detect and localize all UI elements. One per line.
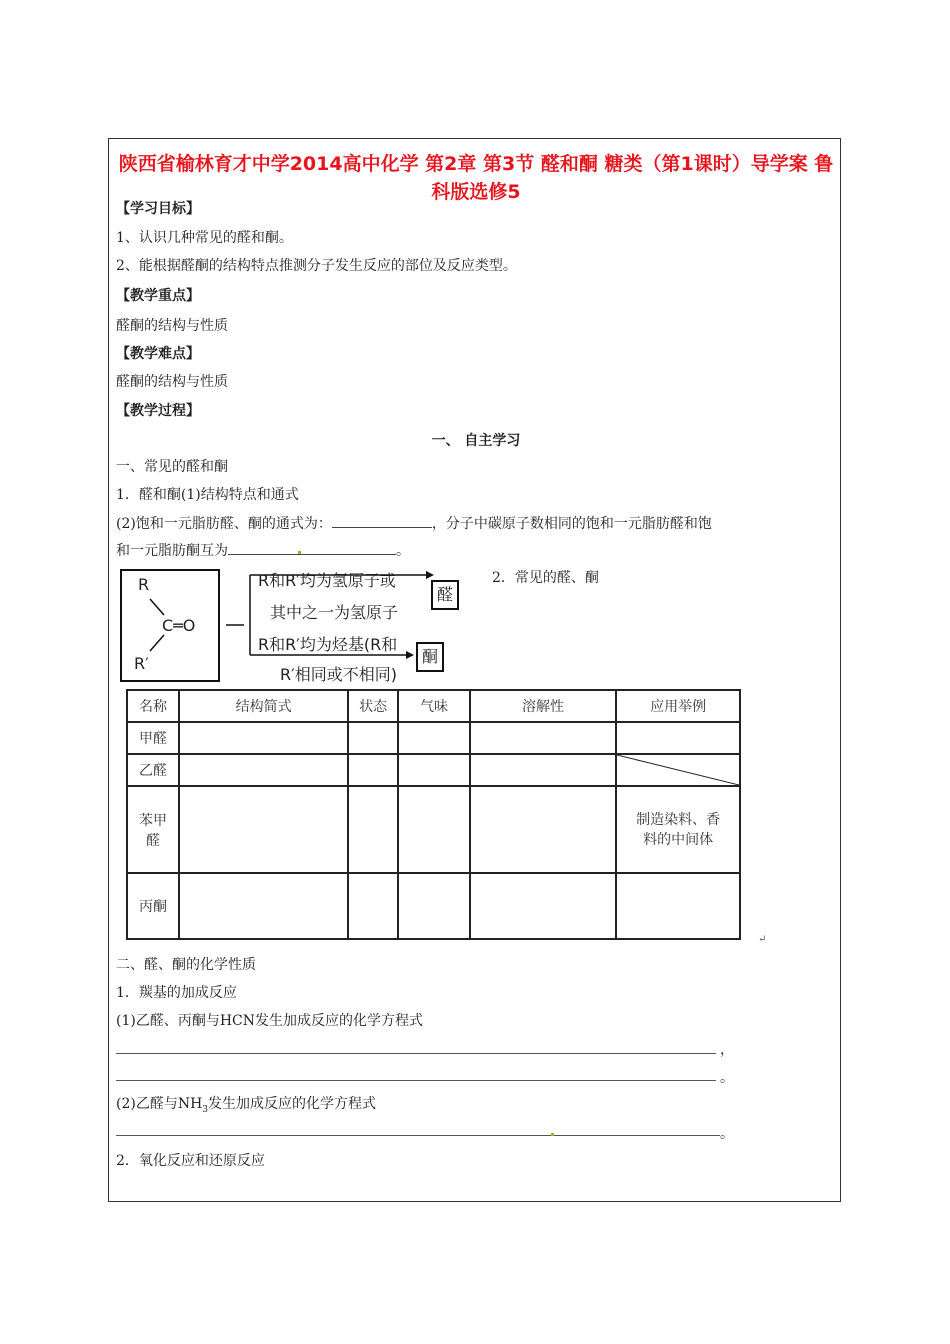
isomer-end: 。 <box>396 543 410 559</box>
header-application: 应用举例 <box>616 690 740 722</box>
isomer-blank[interactable] <box>228 540 396 555</box>
answer-line-1[interactable] <box>116 1053 716 1054</box>
cell-application[interactable] <box>616 873 740 939</box>
section1-sub1: 一、常见的醛和酮 <box>116 459 228 475</box>
ketone-box: 酮 <box>416 642 444 672</box>
row-name: 苯甲醛 <box>127 786 179 873</box>
cell-state[interactable] <box>348 722 398 754</box>
answer-line-2-end: 。 <box>720 1070 734 1086</box>
aldehyde-box: 醛 <box>431 580 459 610</box>
return-marker: ↵ <box>758 934 767 945</box>
answer-line-1-end: ， <box>720 1042 734 1058</box>
carbonyl-label: C═O <box>162 616 196 635</box>
formula-prompt: (2)饱和一元脂肪醛、酮的通式为： <box>116 516 332 532</box>
cell-structure[interactable] <box>179 754 348 786</box>
cell-structure[interactable] <box>179 873 348 939</box>
page-title: 陕西省榆林育才中学2014高中化学 第2章 第3节 醛和酮 糖类（第1课时）导学案 鲁科版选修5 <box>118 153 834 203</box>
process-heading: 【教学过程】 <box>116 403 200 419</box>
answer-line-2[interactable] <box>116 1080 716 1081</box>
row-name: 乙醛 <box>127 754 179 786</box>
diagram-line-2: 其中之一为氢原子 <box>270 603 399 622</box>
cell-odor[interactable] <box>398 873 470 939</box>
header-name: 名称 <box>127 690 179 722</box>
cell-odor[interactable] <box>398 722 470 754</box>
q2-text-b: 发生加成反应的化学方程式 <box>208 1096 377 1112</box>
section1-item2-cont <box>116 540 410 561</box>
diagram-line-1: R和R′均为氢原子或 <box>258 571 396 590</box>
r-prime-label: R′ <box>134 654 149 673</box>
header-state: 状态 <box>348 690 398 722</box>
table-row <box>127 873 740 939</box>
header-structure: 结构简式 <box>179 690 348 722</box>
cell-solubility[interactable] <box>470 786 616 873</box>
section2-q2 <box>116 1094 376 1120</box>
isomer-prompt: 和一元脂肪酮互为 <box>116 543 228 559</box>
row-name: 甲醛 <box>127 722 179 754</box>
table-row <box>127 754 740 786</box>
cell-solubility[interactable] <box>470 754 616 786</box>
header-solubility: 溶解性 <box>470 690 616 722</box>
cell-solubility[interactable] <box>470 873 616 939</box>
q2-subscript: 3 <box>202 1104 209 1115</box>
answer-line-3-end: 。 <box>720 1126 734 1142</box>
difficulty-text: 醛酮的结构与性质 <box>116 374 228 390</box>
cell-application-crossed <box>616 754 740 786</box>
cell-state[interactable] <box>348 786 398 873</box>
common-heading: 2．常见的醛、酮 <box>492 570 599 586</box>
answer-line-3[interactable] <box>116 1135 720 1136</box>
formula-suffix: ，分子中碳原子数相同的饱和一元脂肪醛和饱 <box>431 516 712 532</box>
aldehyde-ketone-table <box>126 689 741 940</box>
section1-item2 <box>116 513 712 534</box>
section2-item2: 2．氧化反应和还原反应 <box>116 1153 265 1169</box>
formula-blank[interactable] <box>332 513 432 528</box>
table-row <box>127 722 740 754</box>
cell-odor[interactable] <box>398 786 470 873</box>
focus-heading: 【教学重点】 <box>116 288 200 304</box>
section2-item1: 1．羰基的加成反应 <box>116 985 237 1001</box>
cell-odor[interactable] <box>398 754 470 786</box>
cell-application[interactable] <box>616 722 740 754</box>
dot-marker <box>551 1133 554 1136</box>
row-name: 丙酮 <box>127 873 179 939</box>
goals-heading: 【学习目标】 <box>116 201 200 217</box>
cell-state[interactable] <box>348 754 398 786</box>
dot-marker <box>298 551 301 554</box>
table-row <box>127 786 740 873</box>
cell-structure[interactable] <box>179 722 348 754</box>
section1-item1: 1．醛和酮(1)结构特点和通式 <box>116 487 299 503</box>
section1-title: 一、 自主学习 <box>431 433 521 449</box>
cell-state[interactable] <box>348 873 398 939</box>
goal-item-1: 1、认识几种常见的醛和酮。 <box>116 230 293 246</box>
diagram-line-4: R′相同或不相同) <box>280 665 397 684</box>
cell-structure[interactable] <box>179 786 348 873</box>
section2-title: 二、醛、酮的化学性质 <box>116 957 256 973</box>
cell-solubility[interactable] <box>470 722 616 754</box>
focus-text: 醛酮的结构与性质 <box>116 318 228 334</box>
cell-application: 制造染料、香料的中间体 <box>616 786 740 873</box>
r-label: R <box>138 575 150 594</box>
goal-item-2: 2、能根据醛酮的结构特点推测分子发生反应的部位及反应类型。 <box>116 258 517 274</box>
section2-q1: (1)乙醛、丙酮与HCN发生加成反应的化学方程式 <box>116 1013 424 1029</box>
difficulty-heading: 【教学难点】 <box>116 346 200 362</box>
diagram-line-3: R和R′均为烃基(R和 <box>258 635 398 654</box>
diagonal-line <box>617 755 739 785</box>
q2-text-a: (2)乙醛与NH <box>116 1096 203 1112</box>
header-odor: 气味 <box>398 690 470 722</box>
